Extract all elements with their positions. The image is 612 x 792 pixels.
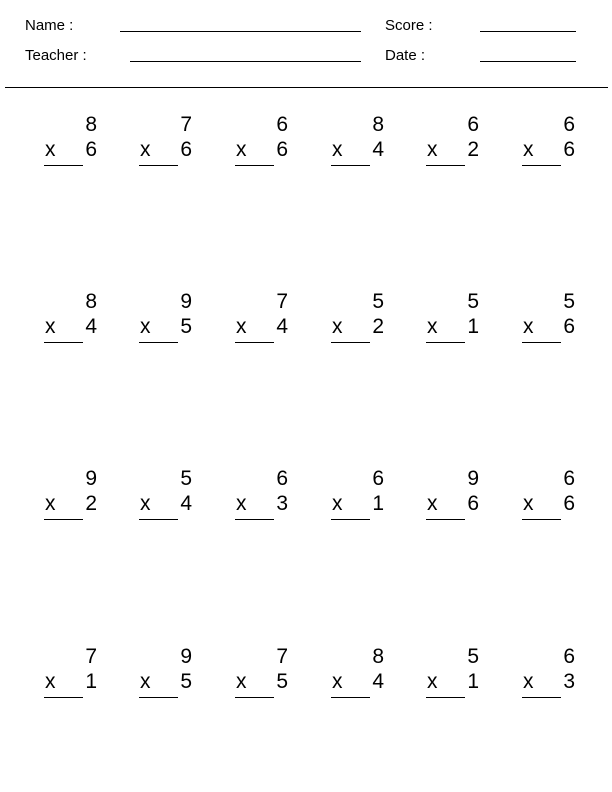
problem-1-5 xyxy=(422,113,486,169)
multiplication-sign: x xyxy=(236,492,247,515)
multiplication-sign: x xyxy=(236,315,247,338)
multiplier: 4 xyxy=(372,670,384,693)
multiplication-sign: x xyxy=(45,315,56,338)
answer-rule xyxy=(522,519,561,520)
multiplicand: 8 xyxy=(85,113,97,136)
problem-2-5 xyxy=(422,290,486,346)
problem-3-1 xyxy=(40,467,104,523)
multiplication-sign: x xyxy=(427,138,438,161)
multiplication-sign: x xyxy=(523,138,534,161)
multiplicand: 6 xyxy=(563,467,575,490)
answer-rule xyxy=(426,519,465,520)
problem-4-4 xyxy=(327,645,391,701)
multiplication-sign: x xyxy=(427,492,438,515)
answer-rule xyxy=(139,342,178,343)
multiplication-sign: x xyxy=(332,315,343,338)
score-label: Score : xyxy=(385,17,433,34)
problem-2-3 xyxy=(231,290,295,346)
multiplicand: 5 xyxy=(467,645,479,668)
multiplication-sign: x xyxy=(523,315,534,338)
multiplication-sign: x xyxy=(140,492,151,515)
answer-rule xyxy=(331,697,370,698)
problem-4-2 xyxy=(135,645,199,701)
multiplier: 5 xyxy=(276,670,288,693)
multiplication-sign: x xyxy=(45,138,56,161)
multiplier: 4 xyxy=(180,492,192,515)
multiplication-sign: x xyxy=(45,492,56,515)
multiplier: 4 xyxy=(276,315,288,338)
multiplier: 6 xyxy=(563,315,575,338)
multiplier: 3 xyxy=(276,492,288,515)
multiplication-sign: x xyxy=(523,670,534,693)
problem-4-6 xyxy=(518,645,582,701)
answer-rule xyxy=(426,697,465,698)
multiplier: 1 xyxy=(372,492,384,515)
multiplication-sign: x xyxy=(45,670,56,693)
answer-rule xyxy=(139,165,178,166)
answer-rule xyxy=(44,697,83,698)
problem-1-3 xyxy=(231,113,295,169)
multiplicand: 6 xyxy=(276,467,288,490)
multiplier: 1 xyxy=(467,315,479,338)
answer-rule xyxy=(235,697,274,698)
multiplier: 6 xyxy=(563,492,575,515)
answer-rule xyxy=(44,165,83,166)
multiplier: 5 xyxy=(180,670,192,693)
answer-rule xyxy=(331,165,370,166)
multiplicand: 7 xyxy=(276,645,288,668)
answer-rule xyxy=(331,519,370,520)
multiplier: 3 xyxy=(563,670,575,693)
answer-rule xyxy=(139,697,178,698)
multiplicand: 9 xyxy=(85,467,97,490)
multiplication-sign: x xyxy=(236,670,247,693)
multiplicand: 5 xyxy=(563,290,575,313)
multiplicand: 5 xyxy=(372,290,384,313)
answer-rule xyxy=(522,165,561,166)
answer-rule xyxy=(235,519,274,520)
multiplication-sign: x xyxy=(140,670,151,693)
multiplier: 5 xyxy=(180,315,192,338)
answer-rule xyxy=(44,342,83,343)
multiplicand: 5 xyxy=(467,290,479,313)
problem-2-1 xyxy=(40,290,104,346)
multiplicand: 8 xyxy=(372,113,384,136)
multiplier: 2 xyxy=(467,138,479,161)
answer-rule xyxy=(522,342,561,343)
name-label: Name : xyxy=(25,17,74,34)
problem-4-1 xyxy=(40,645,104,701)
multiplier: 4 xyxy=(85,315,97,338)
multiplication-sign: x xyxy=(236,138,247,161)
problem-1-1 xyxy=(40,113,104,169)
answer-rule xyxy=(331,342,370,343)
multiplication-sign: x xyxy=(427,315,438,338)
problem-3-3 xyxy=(231,467,295,523)
multiplication-sign: x xyxy=(140,315,151,338)
answer-rule xyxy=(426,342,465,343)
multiplicand: 7 xyxy=(276,290,288,313)
multiplication-sign: x xyxy=(427,670,438,693)
date-label: Date : xyxy=(385,47,426,64)
problem-3-6 xyxy=(518,467,582,523)
multiplicand: 6 xyxy=(372,467,384,490)
multiplier: 6 xyxy=(276,138,288,161)
multiplier: 1 xyxy=(85,670,97,693)
multiplication-sign: x xyxy=(332,492,343,515)
multiplier: 2 xyxy=(372,315,384,338)
multiplier: 6 xyxy=(85,138,97,161)
answer-rule xyxy=(44,519,83,520)
multiplier: 2 xyxy=(85,492,97,515)
problem-3-2 xyxy=(135,467,199,523)
problem-4-3 xyxy=(231,645,295,701)
problem-1-4 xyxy=(327,113,391,169)
multiplicand: 8 xyxy=(372,645,384,668)
multiplicand: 6 xyxy=(563,113,575,136)
problem-2-6 xyxy=(518,290,582,346)
multiplicand: 9 xyxy=(467,467,479,490)
problem-2-2 xyxy=(135,290,199,346)
multiplicand: 7 xyxy=(180,113,192,136)
problem-3-5 xyxy=(422,467,486,523)
multiplication-sign: x xyxy=(523,492,534,515)
answer-rule xyxy=(522,697,561,698)
multiplicand: 7 xyxy=(85,645,97,668)
answer-rule xyxy=(235,342,274,343)
teacher-label: Teacher : xyxy=(25,47,87,64)
multiplication-sign: x xyxy=(332,138,343,161)
multiplication-sign: x xyxy=(140,138,151,161)
problem-4-5 xyxy=(422,645,486,701)
answer-rule xyxy=(235,165,274,166)
multiplier: 6 xyxy=(180,138,192,161)
problem-1-2 xyxy=(135,113,199,169)
problem-3-4 xyxy=(327,467,391,523)
answer-rule xyxy=(139,519,178,520)
problem-2-4 xyxy=(327,290,391,346)
multiplicand: 6 xyxy=(276,113,288,136)
multiplicand: 6 xyxy=(467,113,479,136)
multiplier: 6 xyxy=(467,492,479,515)
multiplier: 4 xyxy=(372,138,384,161)
multiplier: 1 xyxy=(467,670,479,693)
multiplicand: 9 xyxy=(180,645,192,668)
multiplier: 6 xyxy=(563,138,575,161)
problem-1-6 xyxy=(518,113,582,169)
multiplicand: 6 xyxy=(563,645,575,668)
multiplicand: 5 xyxy=(180,467,192,490)
multiplication-sign: x xyxy=(332,670,343,693)
answer-rule xyxy=(426,165,465,166)
multiplicand: 9 xyxy=(180,290,192,313)
multiplicand: 8 xyxy=(85,290,97,313)
